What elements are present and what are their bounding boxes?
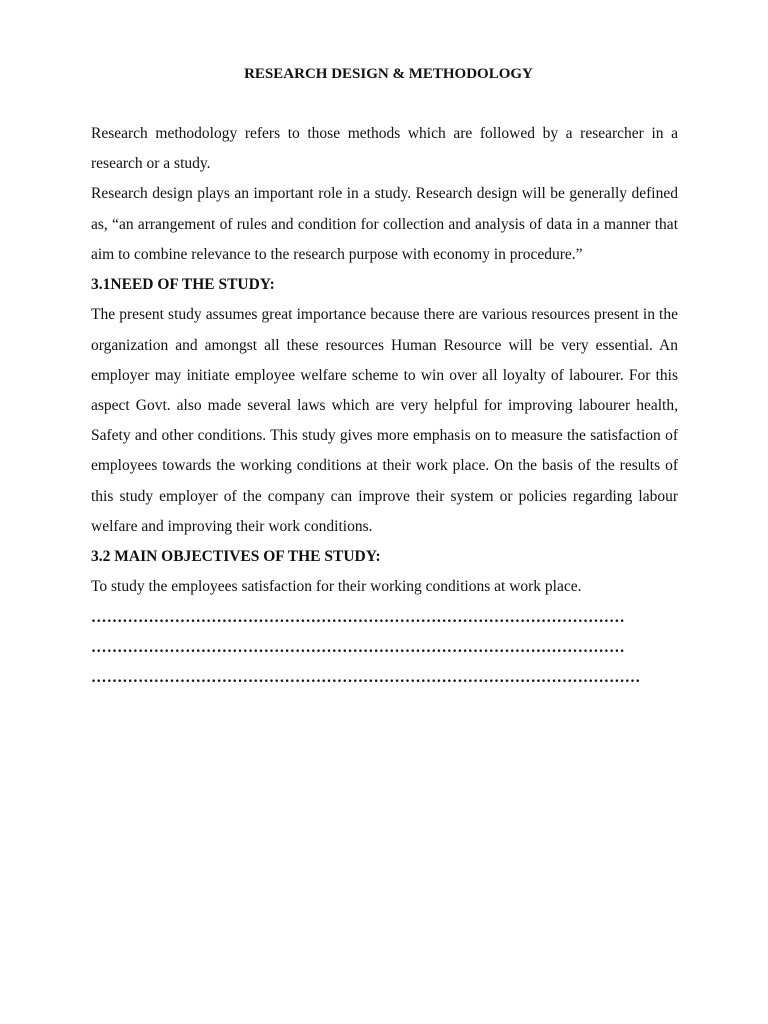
intro-paragraph-methodology: Research methodology refers to those methods which are followed by a researcher in a research or a study. [91,125,678,173]
document-title: RESEARCH DESIGN & METHODOLOGY [244,66,533,82]
section-body-objectives: To study the employees satisfaction for their working conditions at work place. [91,578,582,596]
section-heading-need: 3.1NEED OF THE STUDY: [91,276,275,294]
document-page [91,60,678,693]
dotted-line: ………………………………………………………………………………………… [91,638,625,656]
dotted-line: ………………………………………………………………………………………… [91,608,625,626]
section-body-need: The present study assumes great importance because there are various resources present in the organization and amongst all these resources Human Resource will be very essential. An employer may initiate employee welfare scheme to win over all loyalty of labourer. For this aspect Govt. also made several laws which are very helpful for improving labourer health, Safety and other conditions. This study gives more emphasis on to measure the satisfaction of employees towards the working conditions at their work place. On the basis of the results of this study employer of the company can improve their system or policies regarding labour welfare and improving their work conditions. [91,306,678,535]
section-heading-objectives: 3.2 MAIN OBJECTIVES OF THE STUDY: [91,548,381,566]
intro-paragraph-design: Research design plays an important role in a study. Research design will be generally defined as, “an arrangement of rules and condition for collection and analysis of data in a manner that aim to combine relevance to the research purpose with economy in procedure.” [91,185,678,263]
dotted-line: …………………………………………………………………………………………… [91,669,641,687]
